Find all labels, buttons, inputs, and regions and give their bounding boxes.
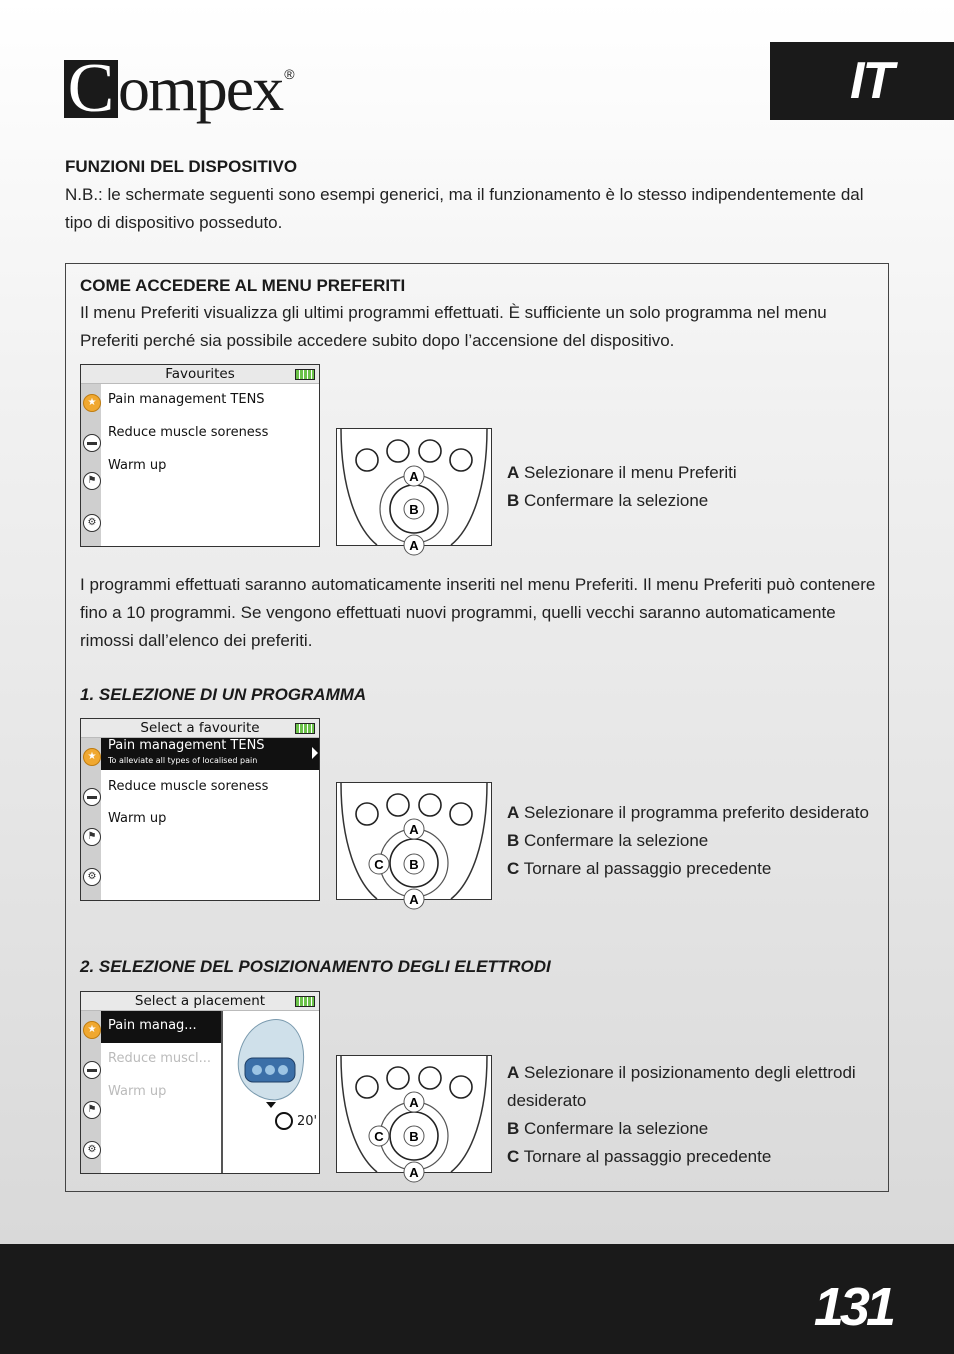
settings-icon: ⚙ <box>83 868 101 886</box>
folder-icon: ▬ <box>83 788 101 806</box>
list-item: Warm up <box>108 811 167 826</box>
flag-icon: ⚑ <box>83 472 101 490</box>
folder-icon: ▬ <box>83 434 101 452</box>
instruction-line: A Selezionare il programma preferito desiderato <box>507 803 869 822</box>
screen-sidebar <box>81 384 101 546</box>
panel-intro: Il menu Preferiti visualizza gli ultimi programmi effettuati. È sufficiente un solo programma nel menu Preferiti perché sia possibile accedere subito dopo l’accensione del dispositivo. <box>80 303 827 350</box>
select-favourite-screen <box>80 718 320 901</box>
battery-icon <box>295 369 315 380</box>
step-2-title: 2. SELEZIONE DEL POSIZIONAMENTO DEGLI ELETTRODI <box>80 957 551 976</box>
list-item: Pain management TENS <box>108 392 265 407</box>
star-icon: ★ <box>83 1021 101 1039</box>
favourites-screen <box>80 364 320 547</box>
list-item: Reduce muscle soreness <box>108 425 269 440</box>
logo-wordmark: ompex <box>118 53 283 124</box>
body-placement-image <box>231 1016 311 1102</box>
instruction-line: B Confermare la selezione <box>507 831 709 850</box>
key-a-label: A <box>409 892 419 907</box>
timer-icon <box>275 1112 293 1130</box>
list-item: Reduce muscle soreness <box>108 779 269 794</box>
screen-sidebar <box>81 738 101 900</box>
key-a-label: A <box>409 1165 419 1180</box>
panel-middle-text: I programmi effettuati saranno automaticamente inseriti nel menu Preferiti. Il menu Preferiti può contenere fino a 10 programmi. Se vengono effettuati nuovi programmi, quelli vecchi saranno automaticamente rimossi dall’elenco dei preferiti. <box>80 575 876 650</box>
duration-value: 20' <box>297 1114 318 1129</box>
keypad-diagram <box>336 1055 492 1180</box>
key-c-label: C <box>374 1129 384 1144</box>
key-a-label: A <box>409 1095 419 1110</box>
page-number: 131 <box>813 1277 892 1337</box>
key-a-label: A <box>409 469 419 484</box>
chevron-down-icon <box>266 1102 276 1108</box>
instructions-block-1 <box>507 459 877 515</box>
panel-title: COME ACCEDERE AL MENU PREFERITI <box>80 276 406 295</box>
instruction-line: A Selezionare il posizionamento degli elettrodi desiderato <box>507 1063 856 1110</box>
select-placement-screen <box>80 991 320 1174</box>
key-a-label: A <box>409 538 419 553</box>
star-icon: ★ <box>83 394 101 412</box>
divider <box>221 1011 223 1173</box>
settings-icon: ⚙ <box>83 514 101 532</box>
flag-icon: ⚑ <box>83 828 101 846</box>
star-icon: ★ <box>83 748 101 766</box>
list-item: Warm up <box>108 1084 167 1099</box>
page-footer <box>0 1244 954 1354</box>
keypad-diagram <box>336 782 492 907</box>
battery-icon <box>295 996 315 1007</box>
instruction-line: C Tornare al passaggio precedente <box>507 859 772 878</box>
section-intro: N.B.: le schermate seguenti sono esempi generici, ma il funzionamento è lo stesso indipendentemente dal tipo di dispositivo posseduto. <box>65 185 864 232</box>
selected-item: Pain management TENS <box>108 738 265 753</box>
compex-logo <box>64 46 295 127</box>
keypad-diagram <box>336 428 492 553</box>
key-b-label: B <box>409 857 419 872</box>
folder-icon: ▬ <box>83 1061 101 1079</box>
list-item: Reduce muscl... <box>108 1051 212 1066</box>
keypad-svg <box>337 1056 491 1180</box>
key-b-label: B <box>409 502 419 517</box>
screen-title: Select a placement <box>81 992 319 1011</box>
language-tab: IT <box>770 42 954 120</box>
selected-item: Pain manag... <box>108 1018 197 1033</box>
keypad-svg <box>337 429 491 553</box>
key-c-label: C <box>374 857 384 872</box>
favourites-panel <box>65 263 889 1192</box>
instruction-line: C Tornare al passaggio precedente <box>507 1147 772 1166</box>
step-1-title: 1. SELEZIONE DI UN PROGRAMMA <box>80 685 367 704</box>
chevron-right-icon <box>312 747 318 759</box>
instruction-line: B Confermare la selezione <box>507 491 709 510</box>
key-a-label: A <box>409 822 419 837</box>
instruction-line: A Selezionare il menu Preferiti <box>507 463 737 482</box>
instruction-line: B Confermare la selezione <box>507 1119 709 1138</box>
section-title: FUNZIONI DEL DISPOSITIVO <box>65 157 298 176</box>
battery-icon <box>295 723 315 734</box>
instructions-block-3 <box>507 1059 877 1171</box>
screen-title: Favourites <box>81 365 319 384</box>
list-item: Warm up <box>108 458 167 473</box>
screen-sidebar <box>81 1011 101 1173</box>
keypad-svg <box>337 783 491 907</box>
selected-item-subtitle: To alleviate all types of localised pain <box>108 756 258 765</box>
logo-initial: C <box>64 60 118 118</box>
settings-icon: ⚙ <box>83 1141 101 1159</box>
logo-registered-mark: ® <box>284 66 295 82</box>
key-b-label: B <box>409 1129 419 1144</box>
screen-title: Select a favourite <box>81 719 319 738</box>
flag-icon: ⚑ <box>83 1101 101 1119</box>
instructions-block-2 <box>507 799 877 883</box>
